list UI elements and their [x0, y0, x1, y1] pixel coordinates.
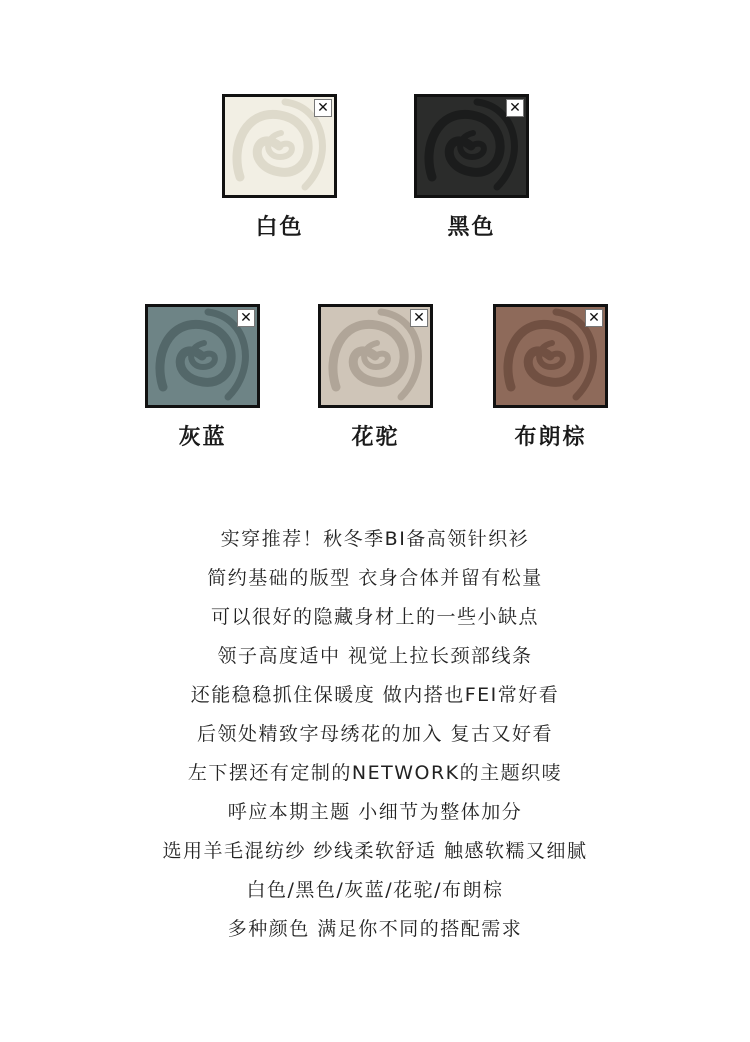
swatch-grey-blue	[145, 304, 260, 451]
fabric-swatch-image	[222, 94, 337, 198]
fabric-swatch-image	[493, 304, 608, 408]
swatch-label: 灰蓝	[178, 425, 227, 450]
description-line: 选用羊毛混纺纱 纱线柔软舒适 触感软糯又细腻	[162, 840, 588, 862]
fabric-swatch-image	[318, 304, 433, 408]
swatch-black	[414, 94, 529, 241]
close-icon[interactable]: ✕	[314, 99, 332, 117]
fabric-swatch-image	[145, 304, 260, 408]
swatch-brown	[493, 304, 608, 451]
close-icon[interactable]: ✕	[506, 99, 524, 117]
description-line: 实穿推荐！秋冬季BI备高领针织衫	[220, 528, 530, 550]
description-line: 领子高度适中 视觉上拉长颈部线条	[217, 645, 533, 667]
swatch-label: 花驼	[351, 425, 400, 450]
description-line: 多种颜色 满足你不同的搭配需求	[227, 918, 523, 940]
product-description	[0, 520, 750, 949]
description-line: 后领处精致字母绣花的加入 复古又好看	[196, 723, 554, 745]
description-line: 简约基础的版型 衣身合体并留有松量	[207, 567, 543, 589]
swatch-white	[222, 94, 337, 241]
close-icon[interactable]: ✕	[237, 309, 255, 327]
description-line: 左下摆还有定制的NETWORK的主题织唛	[187, 762, 563, 784]
swatch-label: 黑色	[447, 215, 496, 240]
description-line: 白色/黑色/灰蓝/花驼/布朗棕	[246, 879, 504, 901]
description-line: 可以很好的隐藏身材上的一些小缺点	[210, 606, 539, 628]
swatch-label: 布朗棕	[514, 425, 587, 450]
fabric-swatch-image	[414, 94, 529, 198]
description-line: 还能稳稳抓住保暖度 做内搭也FEI常好看	[190, 684, 560, 706]
close-icon[interactable]: ✕	[585, 309, 603, 327]
description-line: 呼应本期主题 小细节为整体加分	[227, 801, 523, 823]
swatch-camel	[318, 304, 433, 451]
close-icon[interactable]: ✕	[410, 309, 428, 327]
swatch-label: 白色	[255, 215, 304, 240]
